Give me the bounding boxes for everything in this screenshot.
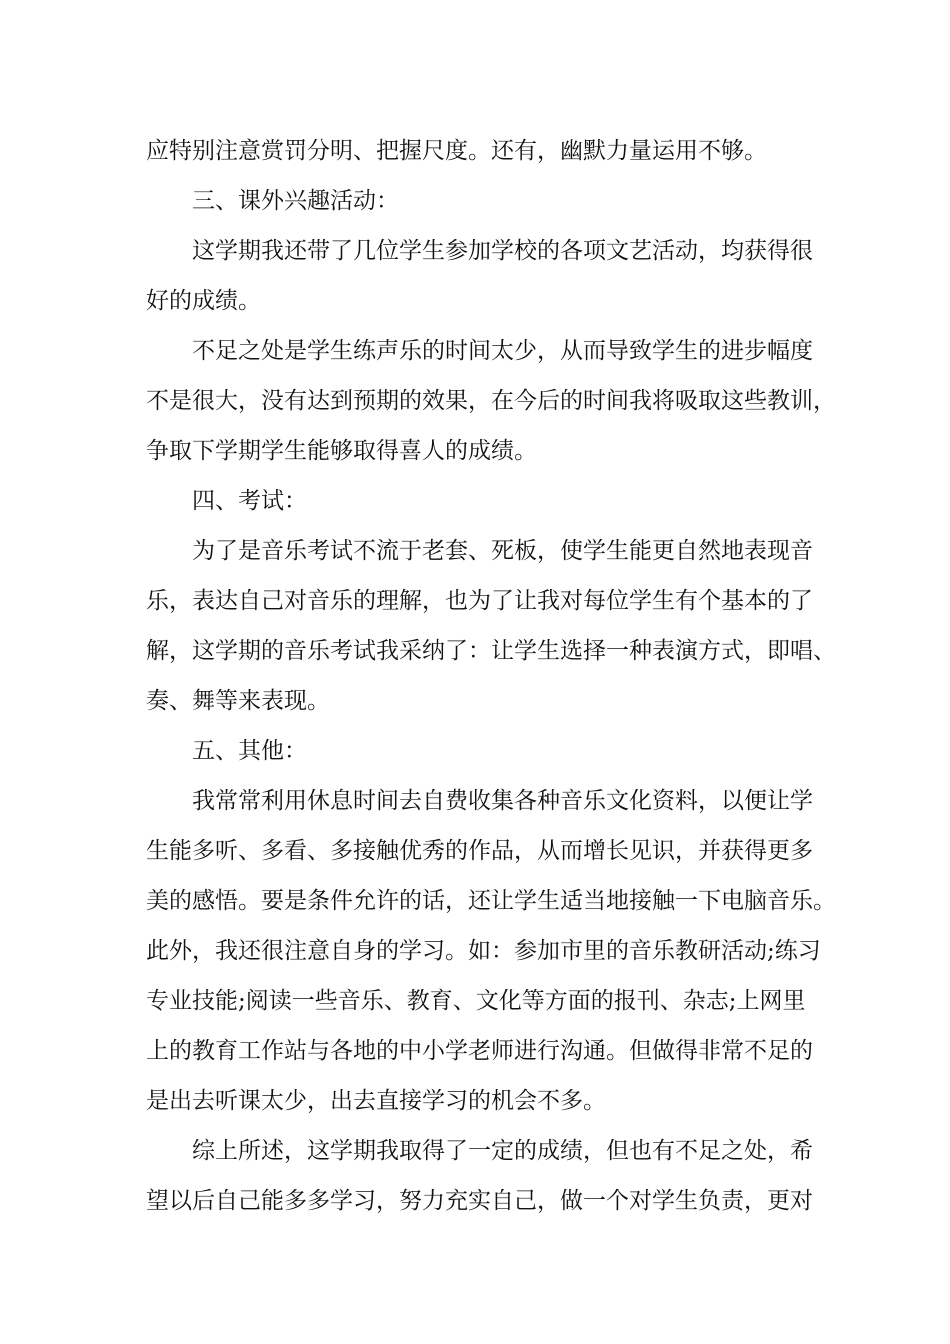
text-line: 专业技能;阅读一些音乐、教育、文化等方面的报刊、杂志;上网里 xyxy=(146,988,806,1014)
text-line: 此外，我还很注意自身的学习。如：参加市里的音乐教研活动;练习 xyxy=(146,938,821,964)
text-line: 解，这学期的音乐考试我采纳了：让学生选择一种表演方式，即唱、 xyxy=(146,638,836,664)
section-heading: 四、考试： xyxy=(192,488,307,514)
text-line: 这学期我还带了几位学生参加学校的各项文艺活动，均获得很 xyxy=(192,238,813,264)
section-heading: 五、其他： xyxy=(192,738,307,764)
text-line: 综上所述，这学期我取得了一定的成绩，但也有不足之处，希 xyxy=(192,1138,813,1164)
text-line: 应特别注意赏罚分明、把握尺度。还有，幽默力量运用不够。 xyxy=(146,138,767,164)
text-line: 不是很大，没有达到预期的效果，在今后的时间我将吸取这些教训， xyxy=(146,388,836,414)
text-line: 上的教育工作站与各地的中小学老师进行沟通。但做得非常不足的 xyxy=(146,1038,813,1064)
text-line: 争取下学期学生能够取得喜人的成绩。 xyxy=(146,438,537,464)
text-line: 奏、舞等来表现。 xyxy=(146,688,330,714)
text-line: 好的成绩。 xyxy=(146,288,261,314)
text-line: 美的感悟。要是条件允许的话，还让学生适当地接触一下电脑音乐。 xyxy=(146,888,836,914)
text-line: 乐，表达自己对音乐的理解，也为了让我对每位学生有个基本的了 xyxy=(146,588,813,614)
text-line: 为了是音乐考试不流于老套、死板，使学生能更自然地表现音 xyxy=(192,538,813,564)
text-line: 生能多听、多看、多接触优秀的作品，从而增长见识，并获得更多 xyxy=(146,838,813,864)
text-line: 望以后自己能多多学习，努力充实自己，做一个对学生负责，更对 xyxy=(146,1188,813,1214)
text-line: 是出去听课太少，出去直接学习的机会不多。 xyxy=(146,1088,606,1114)
text-line: 我常常利用休息时间去自费收集各种音乐文化资料，以便让学 xyxy=(192,788,813,814)
text-line: 不足之处是学生练声乐的时间太少，从而导致学生的进步幅度 xyxy=(192,338,813,364)
section-heading: 三、课外兴趣活动： xyxy=(192,188,399,214)
